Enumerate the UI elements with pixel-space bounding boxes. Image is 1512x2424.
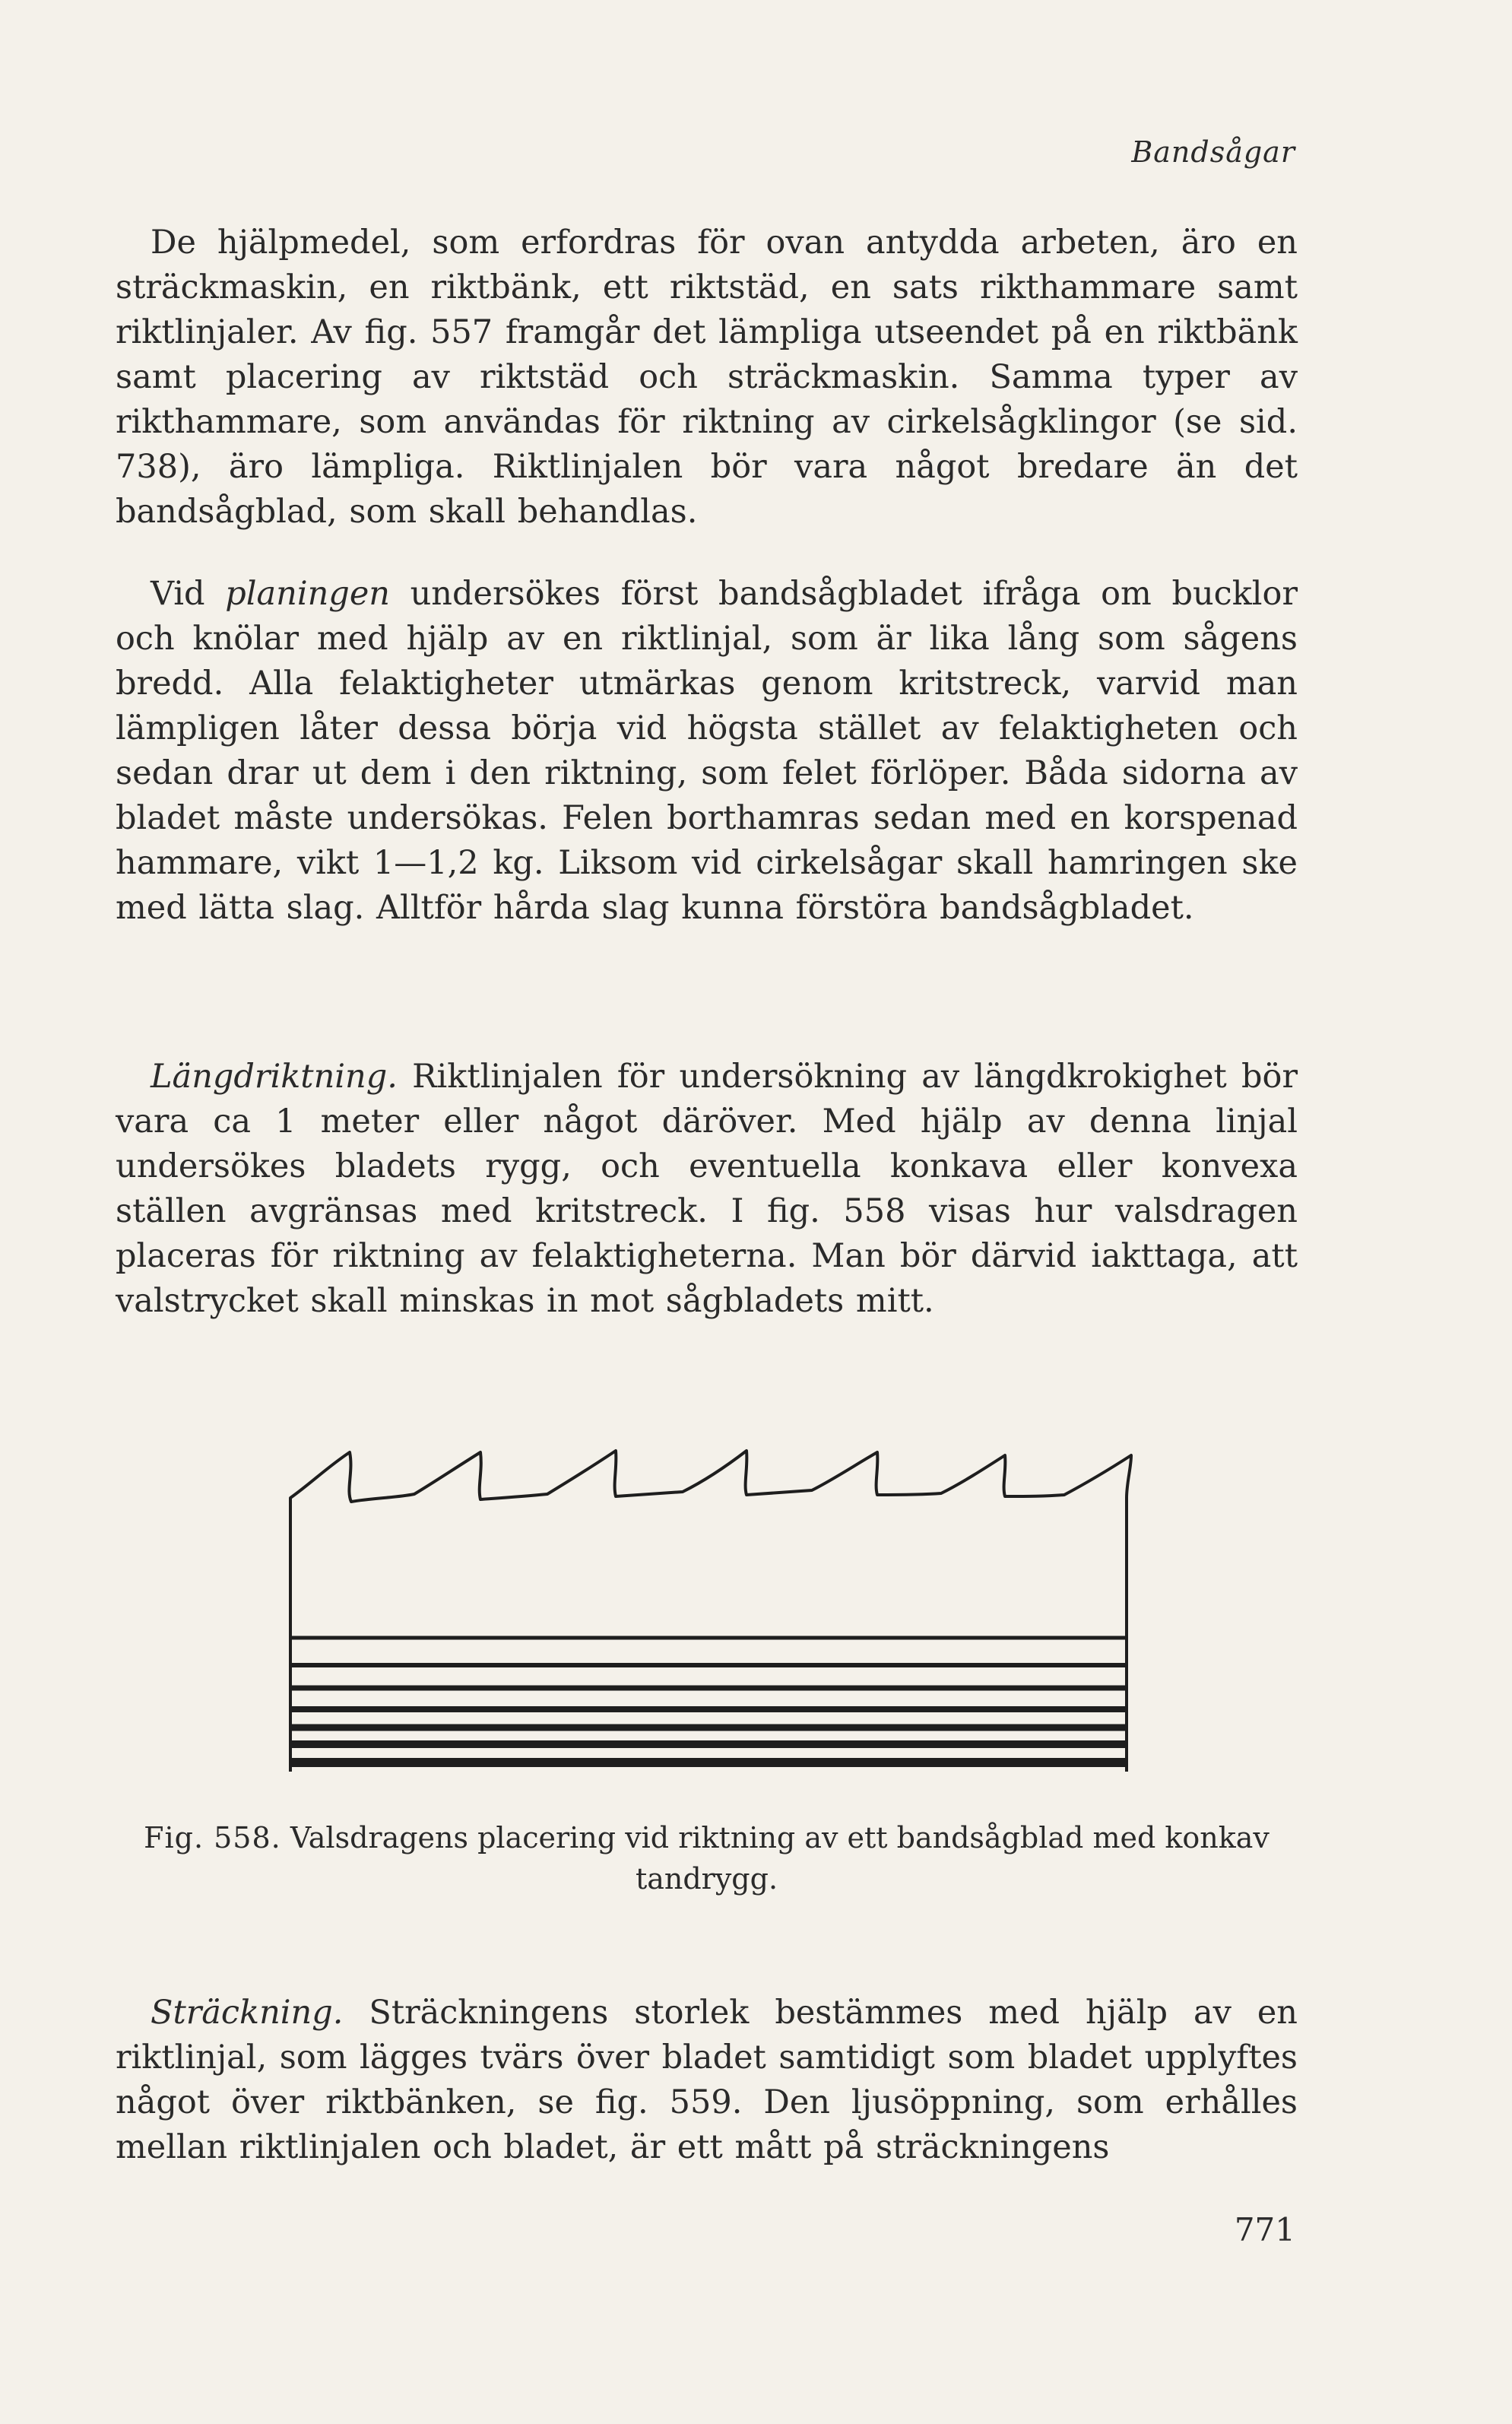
paragraph-planing bbox=[116, 572, 1298, 931]
term-planingen: planingen bbox=[225, 575, 390, 613]
blade-back-edge bbox=[290, 1451, 1131, 1772]
caption-label: Fig. 558. bbox=[144, 1821, 281, 1854]
paragraph-body: undersökes först bandsågbladet ifråga om bucklor och knölar med hjälp av en riktlinjal, som är lika lång som sågens bredd. Alla felaktigheter utmärkas genom kritstreck, varvid man lämpligen låter dessa börja vid högsta stället av felaktigheten och sedan drar ut dem i den riktning, som felet förlöper. Båda sidorna av bladet måste undersökas. Felen borthamras sedan med en korspenad hammare, vikt 1—1,2 kg. Liksom vid cirkelsågar skall hamringen ske med lätta slag. Alltför hårda slag kunna förstöra bandsågbladet. bbox=[116, 575, 1298, 927]
paragraph-text bbox=[116, 1055, 1298, 1324]
saw-teeth-outline bbox=[290, 1451, 1131, 1772]
paragraph-lead: Vid bbox=[151, 575, 226, 613]
paragraph-text bbox=[116, 1991, 1298, 2170]
paragraph-text bbox=[116, 572, 1298, 931]
paragraph-body: Sträckningens storlek bestämmes med hjälp av en riktlinjal, som lägges tvärs över bladet samtidigt som bladet upplyftes något över riktbänken, se fig. 559. Den ljusöppning, som erhålles mellan riktlinjalen och bladet, är ett mått på sträckningens bbox=[116, 1994, 1298, 2166]
paragraph-langdriktning bbox=[116, 1055, 1298, 1324]
caption-text: Valsdragens placering vid riktning av ett bandsågblad med konkav tandrygg. bbox=[290, 1821, 1270, 1896]
term-strackning: Sträckning. bbox=[151, 1994, 344, 2032]
running-title: Bandsågar bbox=[1131, 135, 1295, 169]
paragraph-strackning bbox=[116, 1991, 1298, 2170]
paragraph-tools bbox=[116, 221, 1298, 535]
paragraph-body: Riktlinjalen för undersökning av längdkrokighet bör vara ca 1 meter eller något däröver. Med hjälp av denna linjal undersökes bladets rygg, och eventuella konkava eller konvexa ställen avgränsas med kritstreck. I fig. 558 visas hur valsdragen placeras för riktning av felaktigheterna. Man bör därvid iakttaga, att valstrycket skall minskas in mot sågbladets mitt. bbox=[116, 1058, 1298, 1320]
figure-caption bbox=[116, 1817, 1298, 1899]
page-number: 771 bbox=[1234, 2211, 1295, 2248]
paragraph-text: De hjälpmedel, som erfordras för ovan antydda arbeten, äro en sträckmaskin, en riktbänk, ett riktstäd, en sats rikthammare samt riktlinjaler. Av fig. 557 framgår det lämpliga utseendet på en riktbänk samt placering av riktstäd och sträckmaskin. Samma typer av rikthammare, som användas för riktning av cirkelsågklingor (se sid. 738), äro lämpliga. Riktlinjalen bör vara något bredare än det bandsågblad, som skall behandlas. bbox=[116, 224, 1298, 531]
saw-blade-diagram bbox=[281, 1437, 1140, 1772]
figure-558-saw-blade bbox=[281, 1437, 1140, 1772]
term-langdriktning: Längdriktning. bbox=[151, 1058, 398, 1096]
